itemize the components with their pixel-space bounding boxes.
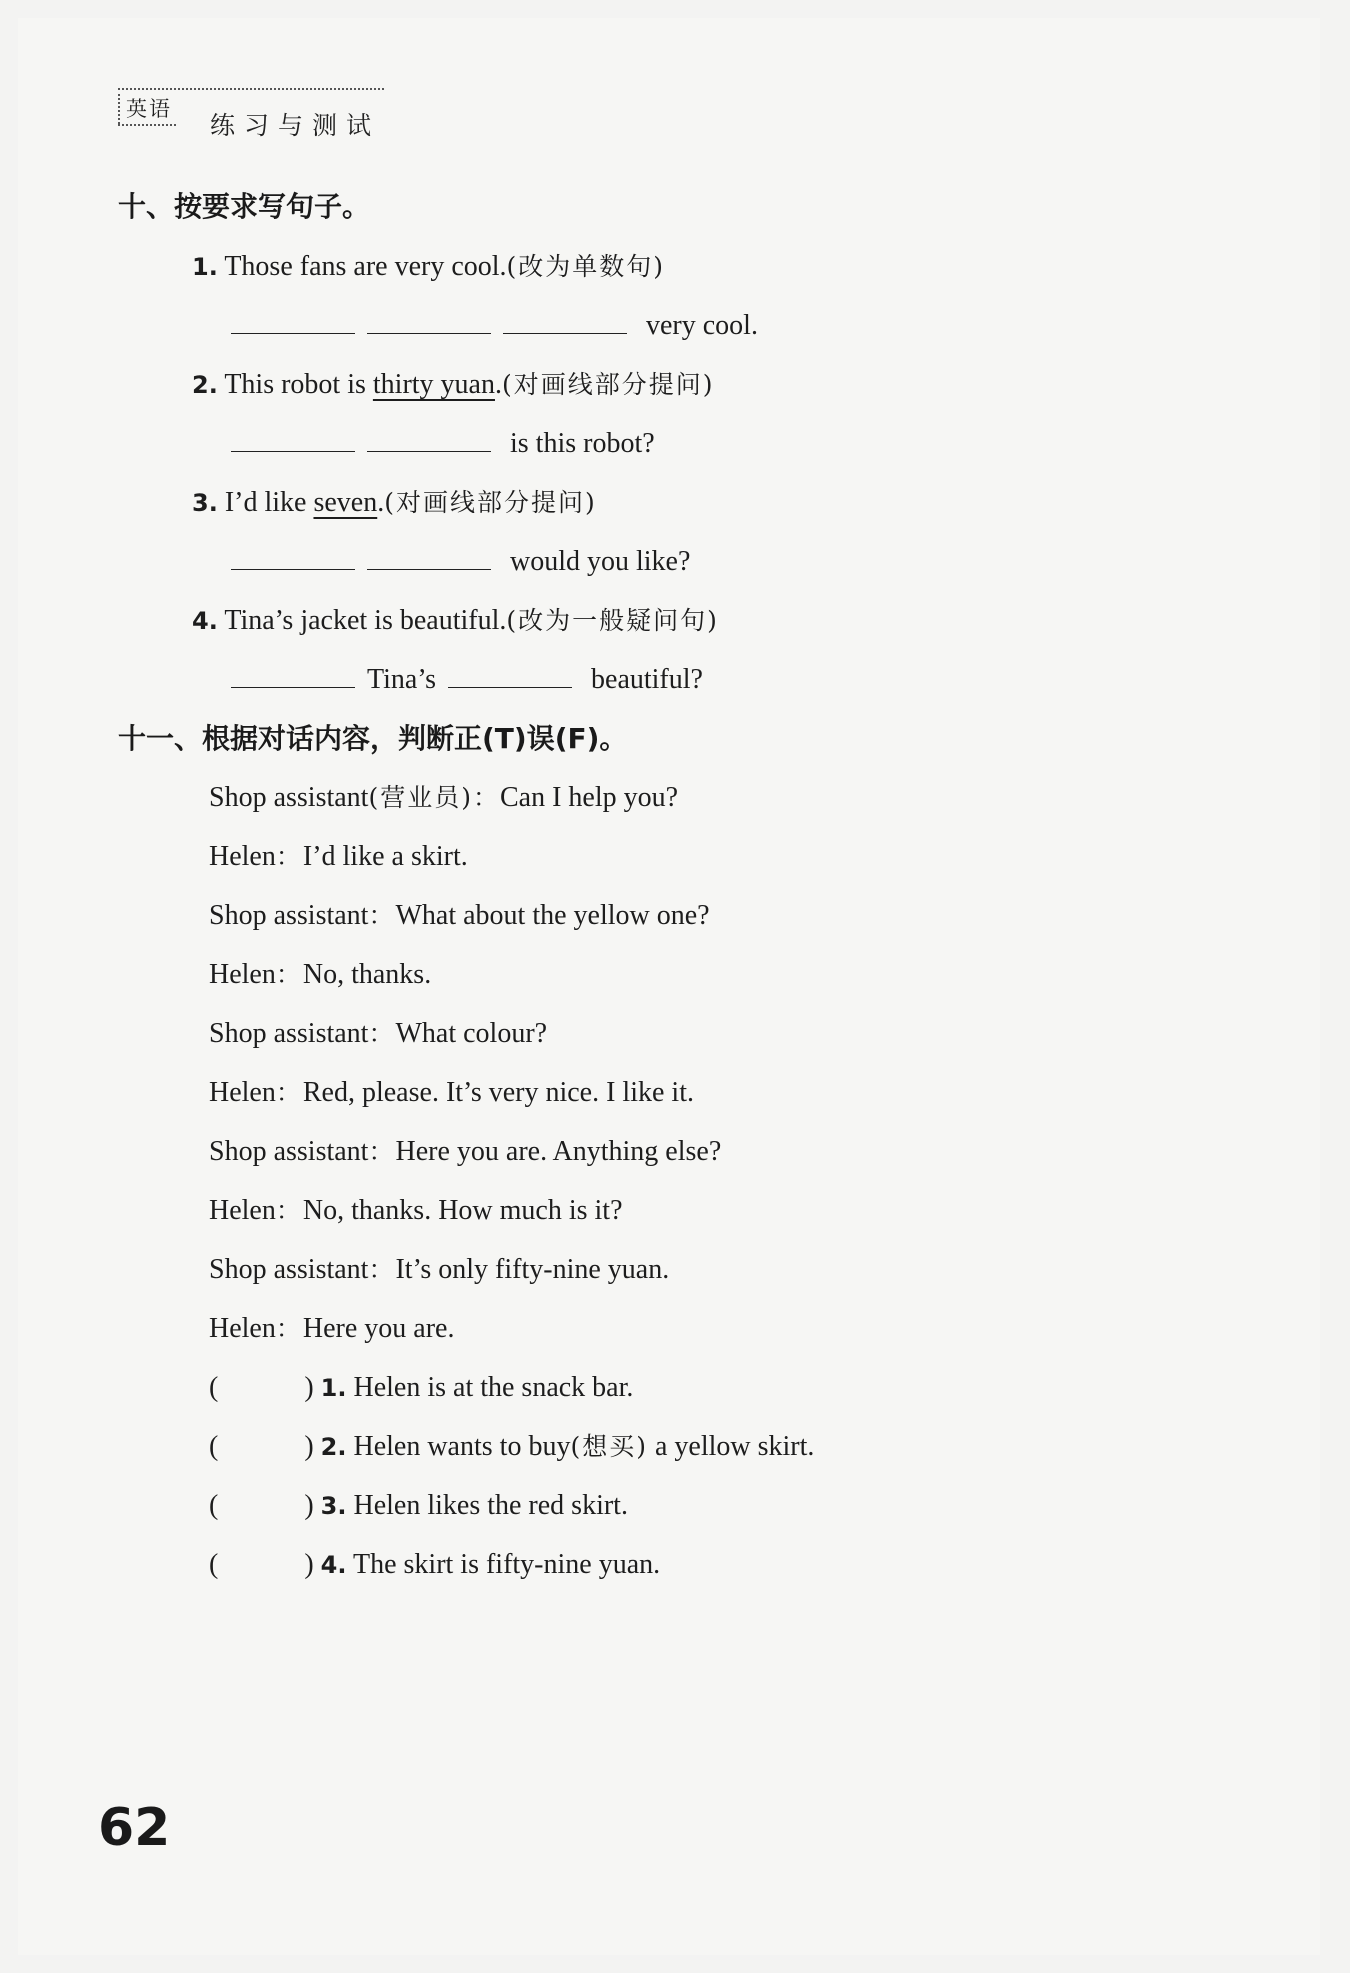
dialogue-text: Red, please. It’s very nice. I like it. <box>302 1077 694 1108</box>
dialogue-speaker-note: (营业员) <box>368 783 473 812</box>
judgement-number: 1 <box>320 1374 338 1402</box>
answer-blank[interactable] <box>367 569 491 570</box>
answer-paren-open[interactable]: ( <box>209 1431 219 1462</box>
s10-item-3-note: (对画线部分提问) <box>384 488 597 517</box>
judgement-text: Helen wants to buy <box>353 1431 571 1462</box>
judgement-item: ( ) 1. Helen is at the snack bar. <box>209 1372 634 1403</box>
dialogue-line: Helen：Red, please. It’s very nice. I like it. <box>209 1077 694 1108</box>
judgement-text-tail: a yellow skirt. <box>647 1431 815 1462</box>
answer-blank[interactable] <box>367 333 491 334</box>
answer-paren-open[interactable]: ( <box>209 1549 219 1580</box>
judgement-number: 4 <box>320 1551 338 1579</box>
page-number: 62 <box>98 1798 171 1858</box>
s10-item-1-number: 1 <box>192 253 209 281</box>
dialogue-text: Here you are. <box>302 1313 455 1344</box>
s10-item-3-question: 3. I’d like seven.(对画线部分提问) <box>192 487 597 518</box>
dialogue-speaker: Helen <box>209 1077 276 1108</box>
dialogue-speaker: Shop assistant <box>209 1254 369 1285</box>
dialogue-line: Shop assistant：What colour? <box>209 1018 548 1049</box>
dialogue-text: It’s only fifty-nine yuan. <box>395 1254 670 1285</box>
dialogue-text: Here you are. Anything else? <box>395 1136 722 1167</box>
s10-item-2-text: This robot is <box>224 369 373 400</box>
s10-item-2-answer <box>231 424 655 464</box>
dialogue-text: No, thanks. How much is it? <box>302 1195 623 1226</box>
dialogue-speaker: Shop assistant <box>209 782 369 813</box>
dialogue-speaker: Shop assistant <box>209 1018 369 1049</box>
dialogue-speaker: Helen <box>209 959 276 990</box>
dialogue-line: Shop assistant：What about the yellow one? <box>209 900 710 931</box>
dialogue-text: What about the yellow one? <box>395 900 710 931</box>
dialogue-speaker: Helen <box>209 1195 276 1226</box>
s10-item-2-question: 2. This robot is thirty yuan.(对画线部分提问) <box>192 369 715 400</box>
dialogue-text: No, thanks. <box>302 959 432 990</box>
dialogue-speaker: Shop assistant <box>209 900 369 931</box>
answer-paren-open[interactable]: ( <box>209 1490 219 1521</box>
answer-blank[interactable] <box>231 333 355 334</box>
dialogue-line: Helen：I’d like a skirt. <box>209 841 468 872</box>
judgement-number: 3 <box>320 1492 338 1520</box>
answer-paren-close: ) <box>304 1431 314 1462</box>
judgement-text: Helen is at the snack bar. <box>353 1372 634 1403</box>
dialogue-line: Helen：No, thanks. <box>209 959 432 990</box>
s10-item-1-note: (改为单数句) <box>506 252 666 281</box>
s10-item-3-underlined: seven <box>313 487 378 518</box>
s10-item-2-number: 2 <box>192 371 209 399</box>
s10-item-1-text: Those fans are very cool. <box>224 251 507 282</box>
dialogue-line: Shop assistant：Here you are. Anything else? <box>209 1136 722 1167</box>
s10-item-4-answer-mid: Tina’s <box>367 664 437 695</box>
s10-item-3-answer-tail: would you like? <box>510 546 691 577</box>
judgement-item: ( ) 3. Helen likes the red skirt. <box>209 1490 628 1521</box>
dialogue-text: I’d like a skirt. <box>302 841 468 872</box>
section-10-title: 十、按要求写句子。 <box>118 190 371 223</box>
judgement-note: (想买) <box>570 1432 648 1461</box>
section-11-title: 十一、根据对话内容，判断正(T)误(F)。 <box>118 722 628 755</box>
dialogue-line: Shop assistant：It’s only fifty-nine yuan. <box>209 1254 670 1285</box>
judgement-text: The skirt is fifty-nine yuan. <box>352 1549 661 1580</box>
s10-item-1-answer-tail: very cool. <box>646 310 758 341</box>
header-dotted-rule <box>118 88 384 90</box>
header-subject-rule <box>118 124 176 126</box>
answer-blank[interactable] <box>231 451 355 452</box>
judgement-item: ( ) 2. Helen wants to buy(想买) a yellow skirt. <box>209 1431 815 1462</box>
answer-paren-open[interactable]: ( <box>209 1372 219 1403</box>
judgement-text: Helen likes the red skirt. <box>353 1490 628 1521</box>
answer-paren-close: ) <box>304 1549 314 1580</box>
s10-item-4-answer <box>231 660 703 700</box>
dialogue-speaker: Helen <box>209 1313 276 1344</box>
s10-item-3-number: 3 <box>192 489 209 517</box>
judgement-item: ( ) 4. The skirt is fifty-nine yuan. <box>209 1549 661 1580</box>
answer-blank[interactable] <box>231 569 355 570</box>
judgement-number: 2 <box>320 1433 338 1461</box>
s10-item-4-number: 4 <box>192 607 209 635</box>
s10-item-2-note: (对画线部分提问) <box>501 370 715 399</box>
answer-blank[interactable] <box>448 687 572 688</box>
s10-item-1-answer <box>231 306 758 346</box>
s10-item-1-question: 1. Those fans are very cool.(改为单数句) <box>192 251 666 282</box>
s10-item-2-period: . <box>494 369 502 400</box>
dialogue-line: Helen：No, thanks. How much is it? <box>209 1195 623 1226</box>
s10-item-2-answer-tail: is this robot? <box>510 428 655 459</box>
dialogue-line: Helen：Here you are. <box>209 1313 455 1344</box>
s10-item-3-period: . <box>377 487 385 518</box>
s10-item-3-text: I’d like <box>224 487 314 518</box>
dialogue-text: Can I help you? <box>500 782 679 813</box>
s10-item-3-answer <box>231 542 690 582</box>
s10-item-4-text: Tina’s jacket is beautiful. <box>224 605 507 636</box>
answer-paren-close: ) <box>304 1490 314 1521</box>
answer-paren-close: ) <box>304 1372 314 1403</box>
s10-item-4-answer-tail: beautiful? <box>591 664 703 695</box>
s10-item-2-underlined: thirty yuan <box>372 369 495 400</box>
dialogue-speaker: Shop assistant <box>209 1136 369 1167</box>
answer-blank[interactable] <box>367 451 491 452</box>
dialogue-line: Shop assistant(营业员)：Can I help you? <box>209 782 679 813</box>
s10-item-4-note: (改为一般疑问句) <box>506 606 719 635</box>
header-book-title: 练习与测试 <box>210 111 381 140</box>
dialogue-text: What colour? <box>395 1018 548 1049</box>
answer-blank[interactable] <box>503 333 627 334</box>
answer-blank[interactable] <box>231 687 355 688</box>
s10-item-4-question: 4. Tina’s jacket is beautiful.(改为一般疑问句) <box>192 605 719 636</box>
header-subject: 英语 <box>118 94 172 124</box>
dialogue-speaker: Helen <box>209 841 276 872</box>
